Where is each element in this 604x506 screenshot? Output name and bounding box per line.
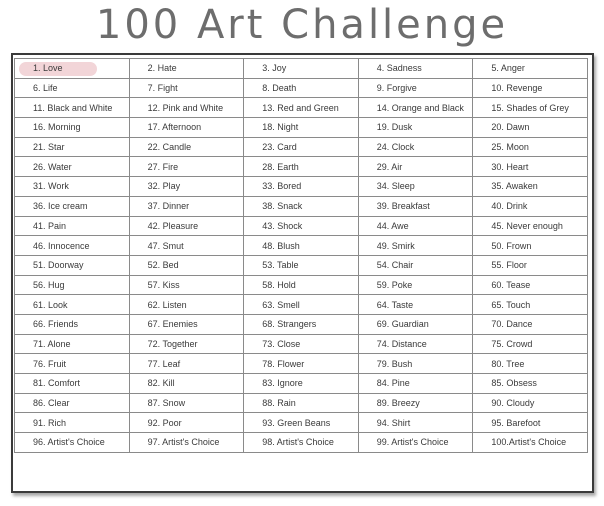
challenge-label: 70. Dance bbox=[491, 319, 533, 330]
challenge-cell bbox=[15, 295, 130, 315]
challenge-cell bbox=[473, 177, 588, 197]
challenge-cell bbox=[473, 433, 588, 453]
challenge-cell bbox=[15, 78, 130, 98]
challenge-label: 22. Candle bbox=[147, 142, 192, 153]
challenge-label: 64. Taste bbox=[376, 299, 414, 310]
challenge-cell bbox=[358, 275, 473, 295]
challenge-cell bbox=[358, 78, 473, 98]
challenge-label: 26. Water bbox=[33, 161, 72, 172]
challenge-cell bbox=[358, 177, 473, 197]
challenge-label: 5. Anger bbox=[491, 63, 525, 74]
challenge-cell bbox=[129, 118, 244, 138]
challenge-cell bbox=[244, 157, 359, 177]
challenge-cell bbox=[358, 393, 473, 413]
challenge-cell bbox=[129, 236, 244, 256]
challenge-cell bbox=[129, 354, 244, 374]
challenge-label: 7. Fight bbox=[147, 83, 178, 94]
challenge-label: 49. Smirk bbox=[376, 240, 415, 251]
challenge-cell bbox=[15, 354, 130, 374]
challenge-cell bbox=[473, 216, 588, 236]
challenge-cell bbox=[15, 177, 130, 197]
challenge-label: 97. Artist's Choice bbox=[147, 437, 220, 448]
challenge-label: 47. Smut bbox=[147, 240, 184, 251]
challenge-cell bbox=[129, 59, 244, 79]
table-row bbox=[15, 354, 588, 374]
challenge-cell bbox=[244, 354, 359, 374]
challenge-cell bbox=[244, 314, 359, 334]
challenge-cell bbox=[473, 393, 588, 413]
challenge-label: 61. Look bbox=[33, 299, 68, 310]
challenge-label: 35. Awaken bbox=[491, 181, 538, 192]
challenge-cell bbox=[358, 157, 473, 177]
challenge-cell bbox=[15, 413, 130, 433]
table-row bbox=[15, 157, 588, 177]
challenge-cell bbox=[358, 118, 473, 138]
challenge-cell bbox=[129, 216, 244, 236]
challenge-label: 51. Doorway bbox=[33, 260, 84, 271]
challenge-label: 72. Together bbox=[147, 338, 198, 349]
challenge-cell bbox=[358, 236, 473, 256]
challenge-cell bbox=[129, 196, 244, 216]
challenge-table bbox=[14, 58, 588, 453]
challenge-label: 4. Sadness bbox=[376, 63, 422, 74]
challenge-cell bbox=[473, 59, 588, 79]
challenge-cell bbox=[358, 295, 473, 315]
challenge-cell bbox=[15, 216, 130, 236]
challenge-cell bbox=[129, 334, 244, 354]
challenge-label: 50. Frown bbox=[491, 240, 532, 251]
challenge-cell bbox=[473, 255, 588, 275]
challenge-cell bbox=[244, 255, 359, 275]
challenge-label: 16. Morning bbox=[33, 122, 81, 133]
challenge-cell bbox=[15, 275, 130, 295]
challenge-label: 85. Obsess bbox=[491, 378, 537, 389]
challenge-cell bbox=[129, 177, 244, 197]
challenge-label: 25. Moon bbox=[491, 142, 529, 153]
challenge-label: 58. Hold bbox=[262, 279, 296, 290]
challenge-cell bbox=[473, 275, 588, 295]
challenge-label: 12. Pink and White bbox=[147, 102, 224, 113]
challenge-label: 46. Innocence bbox=[33, 240, 90, 251]
table-row bbox=[15, 177, 588, 197]
challenge-cell bbox=[129, 295, 244, 315]
challenge-label: 10. Revenge bbox=[491, 83, 543, 94]
challenge-label: 75. Crowd bbox=[491, 338, 533, 349]
challenge-cell bbox=[129, 78, 244, 98]
challenge-label: 9. Forgive bbox=[376, 83, 417, 94]
challenge-cell bbox=[358, 334, 473, 354]
challenge-label: 80. Tree bbox=[491, 358, 525, 369]
challenge-cell bbox=[244, 59, 359, 79]
challenge-cell bbox=[244, 78, 359, 98]
challenge-label: 40. Drink bbox=[491, 201, 528, 212]
challenge-label: 20. Dawn bbox=[491, 122, 530, 133]
challenge-label: 48. Blush bbox=[262, 240, 300, 251]
table-row bbox=[15, 314, 588, 334]
challenge-cell bbox=[244, 118, 359, 138]
challenge-label: 96. Artist's Choice bbox=[33, 437, 105, 448]
challenge-cell bbox=[244, 374, 359, 394]
challenge-label: 15. Shades of Grey bbox=[491, 102, 569, 113]
challenge-label: 42. Pleasure bbox=[147, 220, 199, 231]
challenge-cell bbox=[15, 98, 130, 118]
challenge-label: 57. Kiss bbox=[147, 279, 180, 290]
challenge-cell bbox=[358, 137, 473, 157]
challenge-cell bbox=[129, 275, 244, 295]
challenge-label: 32. Play bbox=[147, 181, 181, 192]
challenge-cell bbox=[473, 374, 588, 394]
challenge-cell bbox=[473, 314, 588, 334]
challenge-label: 30. Heart bbox=[491, 161, 529, 172]
challenge-cell bbox=[244, 413, 359, 433]
challenge-cell bbox=[473, 157, 588, 177]
challenge-cell bbox=[473, 118, 588, 138]
challenge-cell bbox=[473, 196, 588, 216]
challenge-label: 6. Life bbox=[33, 83, 58, 94]
challenge-cell bbox=[15, 137, 130, 157]
challenge-label: 52. Bed bbox=[147, 260, 179, 271]
challenge-label: 74. Distance bbox=[376, 338, 427, 349]
table-row bbox=[15, 295, 588, 315]
table-row bbox=[15, 255, 588, 275]
table-row bbox=[15, 433, 588, 453]
challenge-cell bbox=[244, 216, 359, 236]
challenge-label: 62. Listen bbox=[147, 299, 187, 310]
challenge-label: 37. Dinner bbox=[147, 201, 190, 212]
challenge-label: 91. Rich bbox=[33, 417, 67, 428]
challenge-label: 92. Poor bbox=[147, 417, 182, 428]
challenge-label: 68. Strangers bbox=[262, 319, 317, 330]
challenge-cell bbox=[244, 236, 359, 256]
challenge-label: 8. Death bbox=[262, 83, 297, 94]
challenge-label: 66. Friends bbox=[33, 319, 79, 330]
challenge-label: 95. Barefoot bbox=[491, 417, 541, 428]
challenge-label: 23. Card bbox=[262, 142, 297, 153]
table-row bbox=[15, 118, 588, 138]
challenge-cell bbox=[358, 59, 473, 79]
challenge-cell bbox=[358, 196, 473, 216]
challenge-label: 93. Green Beans bbox=[262, 417, 331, 428]
challenge-cell bbox=[129, 374, 244, 394]
challenge-cell bbox=[244, 177, 359, 197]
challenge-label: 21. Star bbox=[33, 142, 65, 153]
challenge-cell bbox=[473, 78, 588, 98]
challenge-cell bbox=[15, 433, 130, 453]
challenge-label: 59. Poke bbox=[376, 279, 413, 290]
challenge-label: 90. Cloudy bbox=[491, 398, 535, 409]
challenge-label: 38. Snack bbox=[262, 201, 303, 212]
challenge-label: 63. Smell bbox=[262, 299, 300, 310]
challenge-cell bbox=[129, 314, 244, 334]
challenge-label: 27. Fire bbox=[147, 161, 179, 172]
challenge-cell bbox=[15, 196, 130, 216]
challenge-label: 83. Ignore bbox=[262, 378, 303, 389]
challenge-label: 17. Afternoon bbox=[147, 122, 202, 133]
challenge-label: 41. Pain bbox=[33, 220, 67, 231]
challenge-label: 99. Artist's Choice bbox=[376, 437, 449, 448]
challenge-label: 3. Joy bbox=[262, 63, 287, 74]
challenge-label: 14. Orange and Black bbox=[376, 102, 464, 113]
challenge-label: 86. Clear bbox=[33, 398, 70, 409]
table-row bbox=[15, 236, 588, 256]
challenge-label: 43. Shock bbox=[262, 220, 303, 231]
page-title: 100 Art Challenge bbox=[95, 2, 509, 48]
challenge-label: 33. Bored bbox=[262, 181, 302, 192]
challenge-label: 13. Red and Green bbox=[262, 102, 339, 113]
challenge-cell bbox=[358, 216, 473, 236]
table-row bbox=[15, 98, 588, 118]
challenge-label: 34. Sleep bbox=[376, 181, 415, 192]
challenge-cell bbox=[15, 236, 130, 256]
challenge-label: 84. Pine bbox=[376, 378, 410, 389]
challenge-label: 11. Black and White bbox=[33, 102, 113, 113]
challenge-label: 53. Table bbox=[262, 260, 299, 271]
challenge-label: 81. Comfort bbox=[33, 378, 81, 389]
challenge-cell bbox=[244, 433, 359, 453]
challenge-label: 89. Breezy bbox=[376, 398, 420, 409]
challenge-cell bbox=[473, 354, 588, 374]
challenge-cell bbox=[15, 314, 130, 334]
challenge-label: 82. Kill bbox=[147, 378, 175, 389]
challenge-label: 45. Never enough bbox=[491, 220, 563, 231]
challenge-label: 18. Night bbox=[262, 122, 299, 133]
challenge-label: 77. Leaf bbox=[147, 358, 181, 369]
challenge-cell bbox=[15, 157, 130, 177]
challenge-cell bbox=[129, 255, 244, 275]
table-row bbox=[15, 374, 588, 394]
challenge-label: 44. Awe bbox=[376, 220, 409, 231]
table-row bbox=[15, 413, 588, 433]
challenge-label: 31. Work bbox=[33, 181, 69, 192]
table-row bbox=[15, 59, 588, 79]
challenge-cell bbox=[15, 255, 130, 275]
challenge-cell bbox=[15, 118, 130, 138]
challenge-cell bbox=[15, 374, 130, 394]
challenge-label: 69. Guardian bbox=[376, 319, 429, 330]
challenge-label: 94. Shirt bbox=[376, 417, 411, 428]
challenge-cell bbox=[129, 157, 244, 177]
table-row bbox=[15, 137, 588, 157]
challenge-cell bbox=[358, 98, 473, 118]
challenge-cell bbox=[129, 413, 244, 433]
challenge-label: 79. Bush bbox=[376, 358, 413, 369]
challenge-cell bbox=[358, 374, 473, 394]
challenge-label: 87. Snow bbox=[147, 398, 186, 409]
table-row bbox=[15, 334, 588, 354]
table-row bbox=[15, 393, 588, 413]
challenge-label: 1. Love bbox=[33, 63, 63, 74]
challenge-cell bbox=[473, 413, 588, 433]
challenge-label: 78. Flower bbox=[262, 358, 305, 369]
challenge-cell bbox=[129, 393, 244, 413]
challenge-cell bbox=[244, 334, 359, 354]
challenge-label: 2. Hate bbox=[147, 63, 177, 74]
challenge-cell bbox=[473, 236, 588, 256]
challenge-cell bbox=[129, 137, 244, 157]
table-row bbox=[15, 216, 588, 236]
challenge-label: 39. Breakfast bbox=[376, 201, 430, 212]
challenge-label: 76. Fruit bbox=[33, 358, 67, 369]
challenge-label: 67. Enemies bbox=[147, 319, 198, 330]
challenge-cell bbox=[15, 334, 130, 354]
challenge-label: 71. Alone bbox=[33, 338, 71, 349]
challenge-label: 28. Earth bbox=[262, 161, 299, 172]
challenge-label: 88. Rain bbox=[262, 398, 296, 409]
challenge-cell bbox=[244, 196, 359, 216]
challenge-cell bbox=[473, 98, 588, 118]
challenge-cell bbox=[129, 98, 244, 118]
challenge-label: 73. Close bbox=[262, 338, 301, 349]
table-row bbox=[15, 196, 588, 216]
table-row bbox=[15, 78, 588, 98]
challenge-cell bbox=[473, 295, 588, 315]
challenge-label: 36. Ice cream bbox=[33, 201, 88, 212]
challenge-label: 29. Air bbox=[376, 161, 403, 172]
challenge-cell bbox=[244, 393, 359, 413]
challenge-cell bbox=[358, 354, 473, 374]
challenge-label: 24. Clock bbox=[376, 142, 415, 153]
challenge-cell bbox=[129, 433, 244, 453]
challenge-cell bbox=[15, 393, 130, 413]
challenge-cell bbox=[244, 295, 359, 315]
challenge-label: 98. Artist's Choice bbox=[262, 437, 334, 448]
challenge-cell bbox=[244, 275, 359, 295]
challenge-label: 55. Floor bbox=[491, 260, 527, 271]
challenge-label: 56. Hug bbox=[33, 279, 65, 290]
challenge-label: 65. Touch bbox=[491, 299, 531, 310]
challenge-cell bbox=[358, 433, 473, 453]
challenge-cell bbox=[473, 334, 588, 354]
challenge-label: 100.Artist's Choice bbox=[491, 437, 567, 448]
challenge-cell bbox=[15, 59, 130, 79]
challenge-label: 60. Tease bbox=[491, 279, 531, 290]
challenge-cell bbox=[473, 137, 588, 157]
challenge-label: 54. Chair bbox=[376, 260, 414, 271]
challenge-cell bbox=[358, 255, 473, 275]
challenge-cell bbox=[244, 98, 359, 118]
table-row bbox=[15, 275, 588, 295]
challenge-cell bbox=[358, 413, 473, 433]
challenge-cell bbox=[358, 314, 473, 334]
challenge-cell bbox=[244, 137, 359, 157]
challenge-label: 19. Dusk bbox=[376, 122, 413, 133]
